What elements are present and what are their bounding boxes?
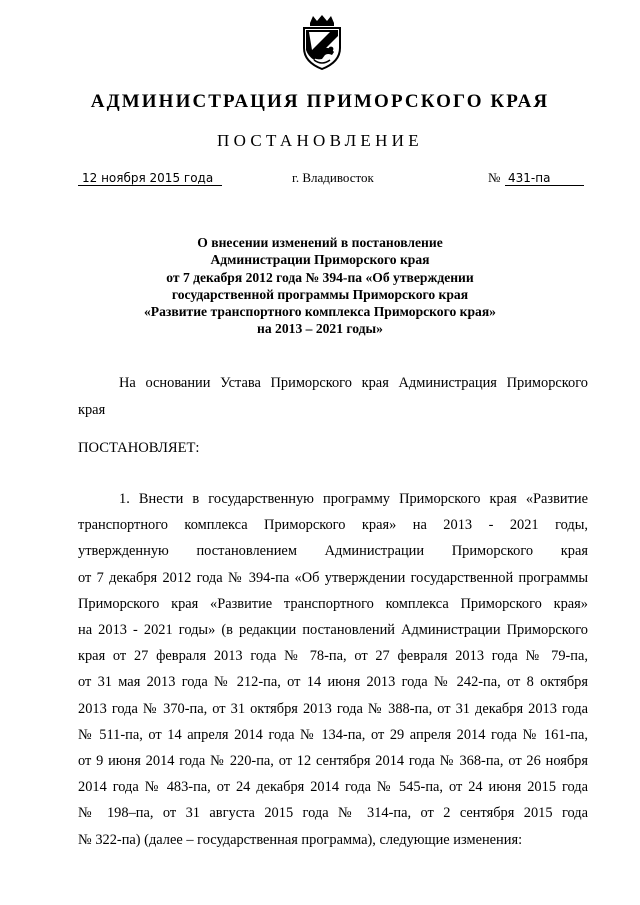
item-line: 1. Внести в государственную программу Приморского края «Развитие [119, 491, 588, 507]
item-line: 2013 года № 370-па, от 31 октября 2013 года № 388-па, от 31 декабря 2013 года [78, 700, 588, 717]
item-line: Приморского края «Развитие транспортного комплекса Приморского края» [78, 595, 588, 612]
item-line: № 198–па, от 31 августа 2015 года № 314-па, от 2 сентября 2015 года [78, 805, 588, 822]
coat-of-arms-icon [300, 14, 344, 70]
document-type: ПОСТАНОВЛЕНИЕ [217, 131, 423, 150]
document-date: 12 ноября 2015 года [78, 171, 222, 186]
organization-title: АДМИНИСТРАЦИЯ ПРИМОРСКОГО КРАЯ [90, 91, 550, 112]
title-line: государственной программы Приморского края [171, 286, 469, 302]
item-line: транспортного комплекса Приморского края» на 2013 - 2021 годы, [78, 517, 588, 534]
basis-line: края [78, 402, 106, 418]
decree-heading: ПОСТАНОВЛЯЕТ: [78, 440, 200, 456]
document-number-label: № [488, 170, 501, 185]
item-line: утвержденную постановлением Администрации Приморского края [78, 543, 588, 560]
item-1-paragraph [78, 486, 588, 853]
document-number: 431-па [505, 171, 584, 186]
title-line: «Развитие транспортного комплекса Приморского края» [144, 304, 496, 320]
document-city: г. Владивосток [292, 170, 374, 185]
item-line: от 7 декабря 2012 года № 394-па «Об утверждении государственной программы [78, 569, 588, 586]
basis-line: На основании Устава Приморского края Администрация Приморского [119, 375, 588, 391]
title-line: О внесении изменений в постановление [197, 235, 443, 250]
basis-paragraph [78, 370, 588, 424]
item-line: на 2013 - 2021 годы» (в редакции постановлений Администрации Приморского [78, 622, 588, 639]
item-line: № 511-па, от 14 апреля 2014 года № 134-па, от 29 апреля 2014 года № 161-па, [78, 726, 588, 743]
title-line: на 2013 – 2021 годы» [257, 321, 383, 337]
title-line: от 7 декабря 2012 года № 394-па «Об утверждении [166, 269, 474, 285]
item-line: от 9 июня 2014 года № 220-па, от 12 сентября 2014 года № 368-па, от 26 ноября [78, 753, 588, 770]
item-line: № 322-па) (далее – государственная программа), следующие изменения: [78, 831, 523, 848]
item-line: края от 27 февраля 2013 года № 78-па, от 27 февраля 2013 года № 79-па, [78, 648, 588, 665]
title-line: Администрации Приморского края [210, 252, 430, 268]
item-line: от 31 мая 2013 года № 212-па, от 14 июня 2013 года № 242-па, от 8 октября [78, 674, 588, 691]
document-title [80, 234, 560, 338]
item-line: 2014 года № 483-па, от 24 декабря 2014 года № 545-па, от 24 июня 2015 года [78, 779, 588, 796]
